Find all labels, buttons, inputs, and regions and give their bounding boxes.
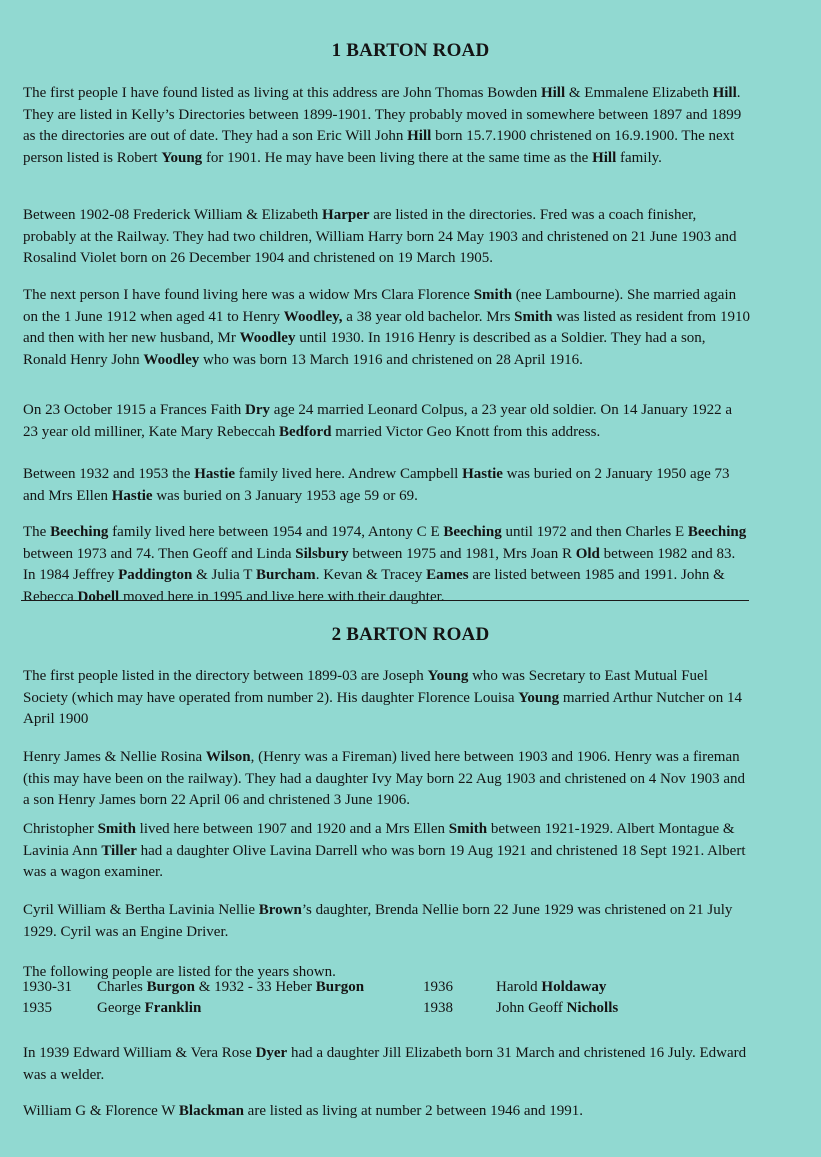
text-run: Henry James & Nellie Rosina	[23, 749, 206, 765]
text-run: William G & Florence W	[23, 1103, 179, 1119]
text-run: (nee Lambourne). She married again on the 1 June 1912 when aged 41 to Henry	[23, 287, 737, 325]
text-run: . Kevan & Tracey	[315, 567, 427, 584]
surname-text: Smith	[473, 287, 513, 303]
surname-text: Hill	[540, 85, 566, 101]
text-run: had a daughter Olive Lavina Darrell who was born 19 Aug 1921 and christened 18 Sept 1921. Albert was a wagon examiner.	[23, 842, 746, 881]
paragraph	[23, 285, 750, 371]
section-divider	[21, 600, 749, 601]
surname-text: Dry	[245, 402, 271, 418]
text-run: Christopher	[23, 821, 98, 837]
listing-name	[97, 979, 423, 1000]
paragraph	[23, 83, 750, 169]
text-run: family lived here. Andrew Campbell	[235, 466, 463, 482]
surname-text: Woodley	[239, 330, 296, 347]
text-run: was buried on 3 January 1953 age 59 or 69.	[152, 487, 418, 504]
paragraph	[23, 522, 750, 608]
text-run: Cyril William & Bertha Lavinia Nellie	[23, 902, 259, 918]
surname-text: Hastie	[462, 466, 503, 482]
surname-text: Wilson	[205, 749, 251, 765]
paragraph	[23, 400, 750, 443]
surname-text: Hill	[592, 149, 617, 166]
text-run: The	[23, 524, 51, 540]
surname-text: Holdaway	[541, 979, 607, 995]
text-run: between 1973 and 74. Then Geoff and Linda	[23, 545, 296, 562]
text-run: The next person I have found living here was a widow Mrs Clara Florence	[23, 287, 474, 303]
text-run: are listed in the directories. Fred was a coach finisher, probably at the Railway. They had two children, William Harry born 24 May 1903 and christened on 21 June 1903 and Rosalind Violet born on 26 December 1904 and christened on 19 March 1905.	[23, 207, 737, 267]
text-run: between 1921-1929. Albert Montague & Lavinia Ann	[23, 821, 735, 859]
surname-text: Woodley	[143, 351, 200, 368]
surname-text: Burcham	[255, 567, 316, 584]
listing-name	[496, 979, 696, 1000]
listing-name	[496, 1000, 696, 1021]
paragraph	[23, 1043, 750, 1086]
surname-text: Nicholls	[566, 1000, 619, 1016]
text-run: family.	[616, 149, 662, 166]
text-run: lived here between 1907 and 1920 and a Mrs Ellen	[135, 821, 449, 837]
text-run: In 1939 Edward William & Vera Rose	[23, 1045, 256, 1061]
text-run: moved here in 1995 and live here with their daughter.	[119, 588, 445, 605]
text-run: are listed between 1985 and 1991. John & Rebecca	[23, 567, 725, 605]
paragraph	[23, 1101, 750, 1123]
text-run: . They are listed in Kelly’s Directories between 1899-1901. They probably moved in somewhere between 1897 and 1899 as the directories are out of date. They had a son Eric Will John	[23, 85, 742, 145]
paragraph	[23, 900, 750, 943]
text-run: & Emmalene Elizabeth	[565, 85, 713, 101]
section-title-1-barton-road: 1 BARTON ROAD	[331, 40, 490, 61]
text-run: Charles	[97, 979, 147, 995]
surname-text: Old	[575, 545, 600, 562]
surname-text: Dobell	[77, 588, 120, 605]
paragraph	[23, 747, 750, 812]
surname-text: Tiller	[101, 842, 137, 859]
listing-intro: The following people are listed for the years shown.	[23, 964, 336, 980]
surname-text: Smith	[448, 821, 488, 837]
surname-text: Burgon	[146, 979, 195, 995]
listing-year: 1936	[423, 979, 453, 995]
surname-text: Dyer	[255, 1045, 288, 1061]
text-run: Harold	[496, 979, 542, 995]
surname-text: Young	[161, 149, 203, 166]
surname-text: Beeching	[687, 524, 747, 540]
text-run: married Victor Geo Knott from this address.	[331, 423, 601, 440]
listing-year: 1930-31	[22, 979, 72, 995]
surname-text: Blackman	[178, 1103, 244, 1119]
text-run: & Julia T	[192, 567, 256, 584]
surname-text: Young	[518, 689, 560, 706]
surname-text: Hastie	[111, 487, 153, 504]
listing-year: 1935	[22, 1000, 52, 1016]
surname-text: Hastie	[194, 466, 236, 482]
text-run: The first people listed in the directory between 1899-03 are Joseph	[23, 668, 428, 684]
text-run: who was born 13 March 1916 and christened on 28 April 1916.	[199, 351, 583, 368]
text-run: until 1972 and then Charles E	[501, 524, 688, 540]
listing-row	[22, 1000, 696, 1021]
text-run: family lived here between 1954 and 1974, Antony C E	[108, 524, 444, 540]
surname-text: Harper	[322, 207, 370, 223]
surname-text: Hill	[407, 128, 432, 145]
text-run: Between 1932 and 1953 the	[23, 466, 195, 482]
surname-text: Paddington	[118, 567, 193, 584]
text-run: who was Secretary to East Mutual Fuel Society (which may have operated from number 2). His daughter Florence Louisa	[23, 668, 708, 706]
text-run: was buried on 2 January 1950 age 73 and Mrs Ellen	[23, 466, 730, 504]
text-run: On 23 October 1915 a Frances Faith	[23, 402, 246, 418]
listing-name	[97, 1000, 423, 1021]
surname-text: Brown	[258, 902, 302, 918]
text-run: between 1975 and 1981, Mrs Joan R	[348, 545, 576, 562]
text-run: George	[97, 1000, 145, 1016]
paragraph	[23, 819, 750, 884]
text-run: was listed as resident from 1910 and then with her new husband, Mr	[23, 308, 750, 347]
surname-text: Silsbury	[295, 545, 349, 562]
text-run: are listed as living at number 2 between 1946 and 1991.	[243, 1103, 584, 1119]
listing-year: 1938	[423, 1000, 453, 1016]
listing-row	[22, 979, 696, 1000]
surname-text: Young	[427, 668, 469, 684]
text-run: for 1901. He may have been living there at the same time as the	[202, 149, 593, 166]
text-run: until 1930. In 1916 Henry is described as a Soldier. They had a son, Ronald Henry John	[23, 330, 706, 368]
paragraph	[23, 205, 750, 270]
paragraph	[23, 666, 750, 731]
listing-table	[22, 979, 696, 1021]
text-run: age 24 married Leonard Colpus, a 23 year old soldier. On 14 January 1922 a 23 year old milliner, Kate Mary Rebeccah	[23, 402, 733, 440]
surname-text: Franklin	[144, 1000, 202, 1016]
section-title-2-barton-road: 2 BARTON ROAD	[331, 624, 490, 645]
surname-text: Smith	[97, 821, 136, 837]
text-run: born 15.7.1900 christened on 16.9.1900. The next person listed is Robert	[23, 128, 735, 166]
surname-text: Bedford	[278, 423, 332, 440]
paragraph	[23, 464, 750, 507]
text-run: Between 1902-08 Frederick William & Elizabeth	[23, 207, 323, 223]
surname-text: Burgon	[315, 979, 365, 995]
text-run: , (Henry was a Fireman) lived here between 1903 and 1906. Henry was a fireman (this may have been on the railway). They had a daughter Ivy May born 22 Aug 1903 and christened on 4 Nov 1903 and a son Henry James born 22 April 06 and christened 3 June 1906.	[23, 749, 746, 809]
surname-text: Beeching	[443, 524, 502, 540]
text-run: The first people I have found listed as living at this address are John Thomas Bowden	[23, 85, 541, 101]
surname-text: Beeching	[50, 524, 109, 540]
text-run: between 1982 and 83. In 1984 Jeffrey	[23, 545, 736, 584]
text-run: John Geoff	[496, 1000, 567, 1016]
text-run: a 38 year old bachelor. Mrs	[342, 308, 515, 325]
surname-text: Smith	[514, 308, 553, 325]
surname-text: Hill	[712, 85, 737, 101]
text-run: ’s daughter, Brenda Nellie born 22 June 1929 was christened on 21 July 1929. Cyril was an Engine Driver.	[23, 902, 733, 940]
text-run: & 1932 - 33 Heber	[194, 979, 316, 995]
text-run: had a daughter Jill Elizabeth born 31 March and christened 16 July. Edward was a welder.	[23, 1045, 747, 1083]
surname-text: Eames	[426, 567, 469, 584]
text-run: married Arthur Nutcher on 14 April 1900	[23, 689, 742, 728]
surname-text: Woodley,	[283, 308, 343, 325]
